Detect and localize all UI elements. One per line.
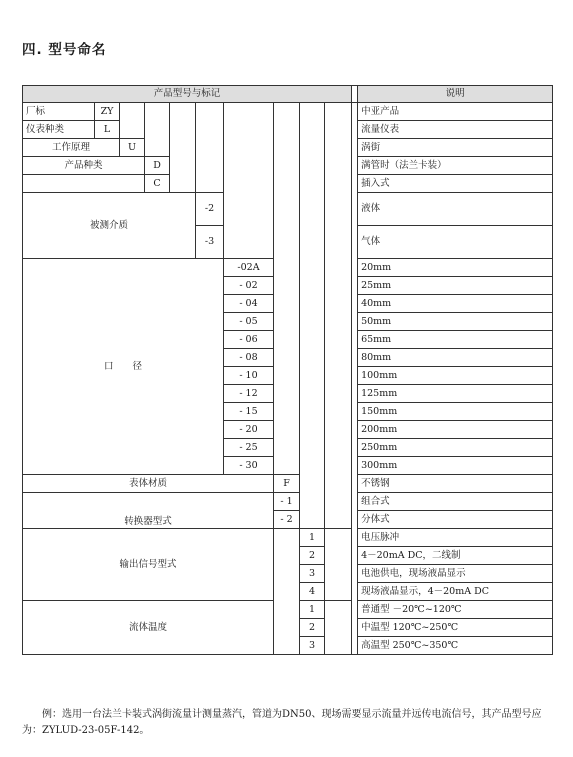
desc-diameter: 80mm <box>358 349 553 367</box>
code-product-type-insert: C <box>145 175 170 193</box>
code-converter-integral: - 1 <box>274 493 300 511</box>
vline-col10 <box>325 103 352 529</box>
vline-col6 <box>196 103 224 193</box>
label-fluid-temperature: 流体温度 <box>23 601 274 655</box>
vline-col10-lower <box>325 529 352 601</box>
label-manufacturer: 厂标 <box>23 103 95 121</box>
desc-medium-liquid: 液体 <box>358 193 553 226</box>
code-fluid-temperature: 3 <box>300 637 325 655</box>
vline-col5 <box>170 103 196 193</box>
row-output-signal <box>23 529 553 547</box>
vline-col7 <box>224 103 274 259</box>
code-fluid-temperature: 2 <box>300 619 325 637</box>
desc-fluid-temperature: 高温型 250℃~350℃ <box>358 637 553 655</box>
code-working-principle: U <box>120 139 145 157</box>
code-output-signal: 3 <box>300 565 325 583</box>
desc-diameter: 150mm <box>358 403 553 421</box>
desc-instrument-type: 流量仪表 <box>358 121 553 139</box>
label-converter-type: 转换器型式 <box>23 493 274 529</box>
code-diameter: - 25 <box>224 439 274 457</box>
desc-body-material: 不锈钢 <box>358 475 553 493</box>
desc-diameter: 300mm <box>358 457 553 475</box>
vline-col9 <box>300 103 325 529</box>
desc-fluid-temperature: 中温型 120℃~250℃ <box>358 619 553 637</box>
row-manufacturer <box>23 103 553 121</box>
row-converter-integral <box>23 493 553 511</box>
code-diameter: - 30 <box>224 457 274 475</box>
code-diameter: - 04 <box>224 295 274 313</box>
desc-product-type-insert: 插入式 <box>358 175 553 193</box>
label-instrument-type: 仪表种类 <box>23 121 95 139</box>
desc-diameter: 20mm <box>358 259 553 277</box>
code-diameter: - 12 <box>224 385 274 403</box>
code-diameter: - 15 <box>224 403 274 421</box>
desc-diameter: 250mm <box>358 439 553 457</box>
desc-diameter: 50mm <box>358 313 553 331</box>
label-working-principle: 工作原理 <box>23 139 120 157</box>
vline-col8 <box>274 103 300 475</box>
vline-col10-temp <box>325 601 352 655</box>
section-heading: 四. 型号命名 <box>22 42 107 58</box>
code-output-signal: 1 <box>300 529 325 547</box>
code-instrument-type: L <box>95 121 120 139</box>
code-body-material: F <box>274 475 300 493</box>
desc-diameter: 25mm <box>358 277 553 295</box>
desc-output-signal: 现场液晶显示，4－20mA DC <box>358 583 553 601</box>
model-naming-table <box>22 85 553 655</box>
code-diameter: - 08 <box>224 349 274 367</box>
code-diameter: - 05 <box>224 313 274 331</box>
code-manufacturer: ZY <box>95 103 120 121</box>
code-fluid-temperature: 1 <box>300 601 325 619</box>
label-measured-medium: 被测介质 <box>23 193 196 259</box>
desc-converter-integral: 组合式 <box>358 493 553 511</box>
desc-output-signal: 电池供电，现场液晶显示 <box>358 565 553 583</box>
desc-manufacturer: 中亚产品 <box>358 103 553 121</box>
table-header-row <box>23 86 553 103</box>
desc-converter-remote: 分体式 <box>358 511 553 529</box>
desc-output-signal: 4－20mA DC，二线制 <box>358 547 553 565</box>
label-product-type-insert <box>23 175 145 193</box>
code-output-signal: 4 <box>300 583 325 601</box>
desc-output-signal: 电压脉冲 <box>358 529 553 547</box>
code-diameter: - 02 <box>224 277 274 295</box>
row-body-material <box>23 475 553 493</box>
code-product-type: D <box>145 157 170 175</box>
label-output-signal: 输出信号型式 <box>23 529 274 601</box>
code-diameter: - 20 <box>224 421 274 439</box>
desc-medium-gas: 气体 <box>358 226 553 259</box>
vline-col8-lower <box>274 529 300 655</box>
label-body-material: 表体材质 <box>23 475 274 493</box>
header-model-marking: 产品型号与标记 <box>23 86 352 103</box>
code-medium-liquid: -2 <box>196 193 224 226</box>
code-converter-remote: - 2 <box>274 511 300 529</box>
example-paragraph: 例：选用一台法兰卡装式涡街流量计测量蒸汽，管道为DN50、现场需要显示流量并远传电流信号，其产品型号应为：ZYLUD-23-05F-142。 <box>22 709 542 736</box>
vline-col3 <box>120 103 145 139</box>
header-description: 说明 <box>358 86 553 103</box>
code-output-signal: 2 <box>300 547 325 565</box>
desc-fluid-temperature: 普通型 －20℃~120℃ <box>358 601 553 619</box>
vline-col4 <box>145 103 170 157</box>
label-product-type: 产品种类 <box>23 157 145 175</box>
desc-diameter: 200mm <box>358 421 553 439</box>
desc-diameter: 100mm <box>358 367 553 385</box>
desc-diameter: 40mm <box>358 295 553 313</box>
code-diameter: - 06 <box>224 331 274 349</box>
desc-diameter: 65mm <box>358 331 553 349</box>
code-medium-gas: -3 <box>196 226 224 259</box>
code-diameter: - 10 <box>224 367 274 385</box>
desc-diameter: 125mm <box>358 385 553 403</box>
desc-working-principle: 涡街 <box>358 139 553 157</box>
desc-product-type: 满管时（法兰卡装） <box>358 157 553 175</box>
code-diameter: -02A <box>224 259 274 277</box>
label-diameter: 口 径 <box>23 259 224 475</box>
